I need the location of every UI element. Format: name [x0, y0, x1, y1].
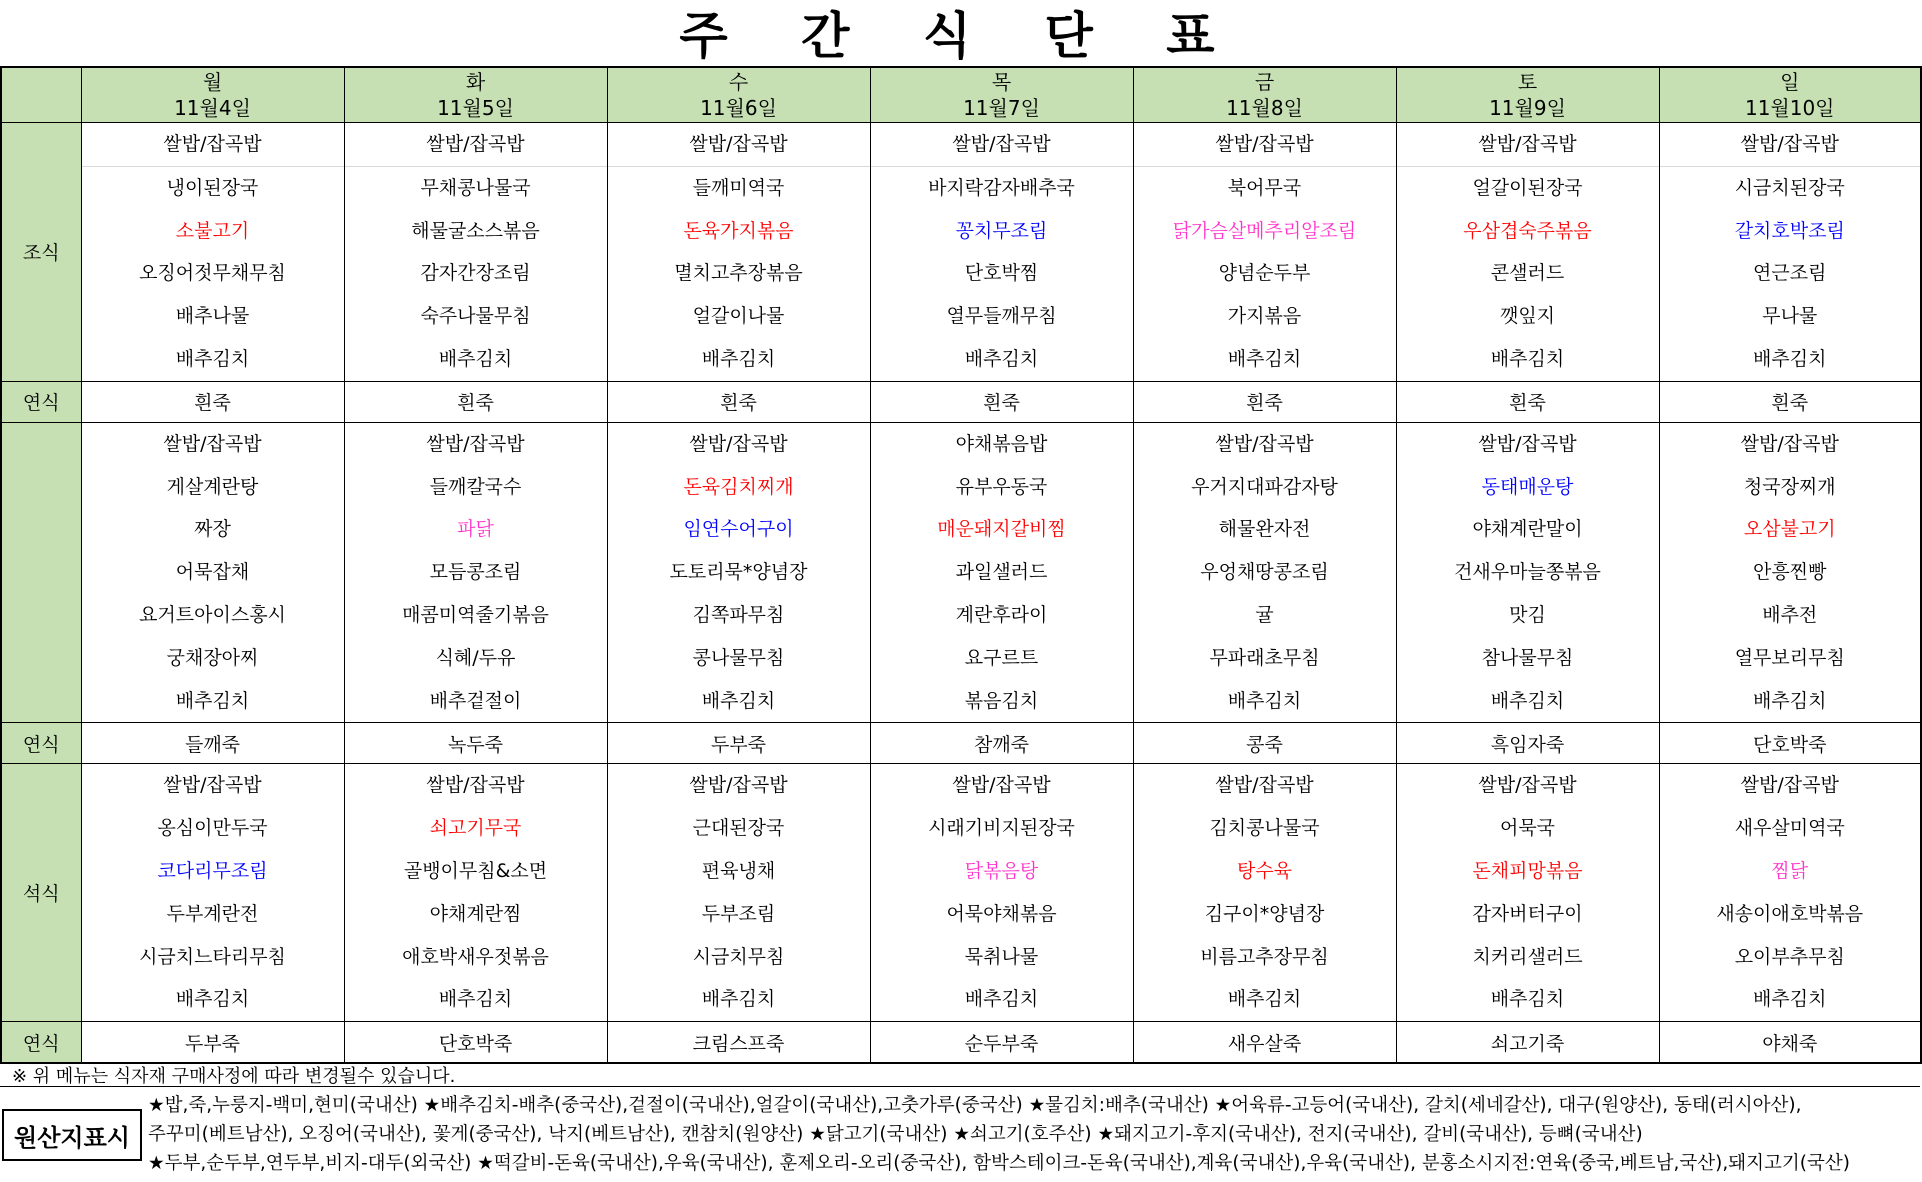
menu-item: 돈육가지볶음 — [683, 219, 794, 242]
day-date: 11월6일 — [700, 96, 777, 120]
menu-cell — [344, 1022, 607, 1064]
menu-item: 두부죽 — [184, 1032, 241, 1055]
menu-item: 요거트아이스홍시 — [139, 603, 286, 626]
menu-item: 돈채피망볶음 — [1472, 859, 1583, 882]
menu-item: 순두부죽 — [964, 1032, 1039, 1055]
menu-item: 게살계란탕 — [166, 475, 259, 498]
menu-item: 무채콩나물국 — [420, 176, 531, 199]
menu-item: 배추김치 — [1227, 347, 1302, 370]
menu-item: 멸치고추장볶음 — [674, 262, 803, 285]
menu-cell — [870, 723, 1133, 764]
menu-item: 오이부추무침 — [1734, 945, 1845, 968]
menu-item: 두부조림 — [701, 902, 776, 925]
menu-item: 우엉채땅콩조림 — [1200, 561, 1329, 584]
origin-label: 원산지표시 — [2, 1109, 142, 1161]
meal-label: 연식 — [1, 1022, 81, 1064]
menu-item: 시래기비지된장국 — [928, 817, 1075, 840]
menu-item: 배추김치 — [438, 988, 513, 1011]
menu-cell — [1396, 1022, 1659, 1064]
menu-cell — [870, 422, 1133, 723]
menu-item: 닭볶음탕 — [964, 859, 1039, 882]
menu-item: 쌀밥/잡곡밥 — [426, 774, 525, 797]
menu-item: 김치콩나물국 — [1209, 817, 1320, 840]
menu-item: 닭가슴살메추리알조림 — [1172, 219, 1357, 242]
menu-item: 얼갈이나물 — [692, 305, 785, 328]
menu-item: 쌀밥/잡곡밥 — [1740, 774, 1839, 797]
menu-item: 옹심이만두국 — [157, 817, 268, 840]
menu-cell — [1396, 381, 1659, 422]
menu-item: 해물굴소스볶음 — [411, 219, 540, 242]
menu-cell — [870, 1022, 1133, 1064]
meal-label: 연식 — [1, 381, 81, 422]
menu-item: 배추김치 — [175, 689, 250, 712]
menu-item: 흑임자죽 — [1490, 733, 1565, 756]
menu-item: 근대된장국 — [692, 817, 785, 840]
menu-item: 골뱅이무침&소면 — [403, 859, 548, 882]
menu-item: 콩나물무침 — [692, 646, 785, 669]
menu-item: 시금치된장국 — [1734, 176, 1845, 199]
menu-item: 배추김치 — [964, 988, 1039, 1011]
menu-item: 탕수육 — [1236, 859, 1293, 882]
menu-item: 콩죽 — [1246, 733, 1283, 756]
menu-cell — [1659, 1022, 1921, 1064]
menu-item: 배추김치 — [1490, 689, 1565, 712]
menu-item: 시금치느타리무침 — [139, 945, 286, 968]
menu-cell — [1133, 422, 1396, 723]
menu-item: 콘샐러드 — [1490, 262, 1565, 285]
menu-item: 시금치무침 — [692, 945, 785, 968]
meal-label: 조식 — [1, 123, 81, 382]
menu-item: 얼갈이된장국 — [1472, 176, 1583, 199]
day-name: 일 — [1780, 70, 1800, 94]
day-name: 화 — [465, 70, 486, 94]
menu-item: 배추김치 — [438, 347, 513, 370]
menu-item: 들깨죽 — [184, 733, 241, 756]
menu-cell — [344, 422, 607, 723]
meal-row — [1, 123, 1921, 382]
menu-item: 묵취나물 — [964, 945, 1039, 968]
menu-item: 새우살죽 — [1227, 1032, 1302, 1055]
menu-item: 쇠고기죽 — [1490, 1032, 1565, 1055]
day-header — [344, 67, 607, 123]
menu-item: 식혜/두유 — [435, 646, 516, 669]
menu-item: 단호박죽 — [1753, 733, 1827, 756]
menu-cell — [1659, 764, 1921, 1022]
menu-item: 쌀밥/잡곡밥 — [608, 123, 870, 167]
menu-item: 가지볶음 — [1227, 305, 1302, 328]
menu-item: 배추김치 — [1227, 689, 1302, 712]
menu-item: 매운돼지갈비찜 — [937, 518, 1066, 541]
menu-item: 숙주나물무침 — [420, 305, 531, 328]
soft-diet-row — [1, 723, 1921, 764]
menu-item: 오징어젓무채무침 — [139, 262, 286, 285]
menu-cell — [607, 723, 870, 764]
menu-item: 어묵국 — [1499, 817, 1556, 840]
menu-item: 쌀밥/잡곡밥 — [952, 774, 1051, 797]
menu-item: 우삼겹숙주볶음 — [1463, 219, 1592, 242]
menu-cell — [1133, 1022, 1396, 1064]
menu-cell — [1133, 723, 1396, 764]
origin-text — [148, 1091, 1914, 1178]
menu-cell — [870, 123, 1133, 382]
menu-cell — [344, 764, 607, 1022]
menu-item: 맛김 — [1509, 603, 1546, 626]
menu-item: 김쪽파무침 — [692, 603, 785, 626]
menu-cell — [607, 123, 870, 382]
day-date: 11월10일 — [1744, 96, 1835, 120]
menu-cell — [344, 723, 607, 764]
menu-item: 쌀밥/잡곡밥 — [1660, 123, 1921, 167]
menu-item: 흰죽 — [720, 392, 757, 415]
menu-item: 배추김치 — [1753, 689, 1827, 712]
menu-item: 편육냉채 — [701, 859, 776, 882]
menu-item: 돈육김치찌개 — [683, 475, 794, 498]
menu-item: 쌀밥/잡곡밥 — [689, 432, 788, 455]
menu-item: 두부죽 — [710, 733, 767, 756]
menu-item: 모듬콩조림 — [429, 561, 522, 584]
day-name: 토 — [1517, 70, 1538, 94]
menu-cell — [1133, 381, 1396, 422]
menu-item: 참깨죽 — [973, 733, 1030, 756]
menu-item: 녹두죽 — [447, 733, 504, 756]
menu-item: 열무들깨무침 — [946, 305, 1057, 328]
menu-item: 귤 — [1255, 603, 1274, 626]
menu-item: 쌀밥/잡곡밥 — [1215, 432, 1314, 455]
menu-item: 연근조림 — [1753, 262, 1827, 285]
menu-item: 매콤미역줄기볶음 — [402, 603, 549, 626]
menu-item: 청국장찌개 — [1743, 475, 1836, 498]
menu-item: 흰죽 — [1246, 392, 1283, 415]
origin-line: 주꾸미(베트남산), 오징어(국내산), 꽃게(중국산), 낙지(베트남산), 캔참치(원양산) ★닭고기(국내산) ★쇠고기(호주산) ★돼지고기-후지(국내산), 전지(국내산), 갈비(국내산), 등뼈(국내산) — [148, 1124, 1643, 1145]
day-name: 월 — [202, 70, 223, 94]
menu-cell — [344, 123, 607, 382]
menu-item: 어묵잡채 — [175, 561, 250, 584]
menu-item: 안흥찐빵 — [1753, 561, 1827, 584]
menu-item: 흰죽 — [983, 392, 1020, 415]
day-date: 11월8일 — [1226, 96, 1303, 120]
menu-item: 들깨칼국수 — [429, 475, 522, 498]
menu-item: 북어무국 — [1227, 176, 1302, 199]
menu-cell — [1659, 381, 1921, 422]
menu-item: 유부우동국 — [955, 475, 1048, 498]
soft-diet-row — [1, 381, 1921, 422]
menu-item: 무나물 — [1762, 305, 1818, 328]
menu-item: 궁채장아찌 — [166, 646, 259, 669]
menu-item: 코다리무조림 — [157, 859, 268, 882]
menu-item: 배추나물 — [175, 305, 250, 328]
menu-item: 단호박죽 — [438, 1032, 513, 1055]
day-date: 11월7일 — [963, 96, 1040, 120]
menu-item: 찜닭 — [1771, 859, 1809, 882]
day-name: 목 — [991, 70, 1012, 94]
menu-item: 배추김치 — [1753, 988, 1827, 1011]
menu-item: 바지락감자배추국 — [928, 176, 1075, 199]
menu-item: 쌀밥/잡곡밥 — [1740, 432, 1839, 455]
menu-item: 동태매운탕 — [1481, 475, 1574, 498]
menu-cell — [607, 422, 870, 723]
menu-item: 배추김치 — [964, 347, 1039, 370]
day-date: 11월9일 — [1489, 96, 1566, 120]
menu-cell — [81, 381, 344, 422]
menu-item: 배추전 — [1762, 603, 1818, 626]
menu-change-note: ※ 위 메뉴는 식자재 구매사정에 따라 변경될수 있습니다. — [12, 1066, 456, 1087]
menu-cell — [81, 422, 344, 723]
meal-row — [1, 764, 1921, 1022]
menu-item: 쌀밥/잡곡밥 — [163, 432, 262, 455]
menu-item: 배추김치 — [1227, 988, 1302, 1011]
menu-cell — [870, 381, 1133, 422]
menu-item: 흰죽 — [1509, 392, 1546, 415]
menu-item: 배추김치 — [175, 347, 250, 370]
menu-item: 두부계란전 — [166, 902, 259, 925]
menu-cell — [81, 1022, 344, 1064]
menu-item: 볶음김치 — [964, 689, 1039, 712]
menu-item: 야채계란말이 — [1472, 518, 1583, 541]
menu-item: 흰죽 — [457, 392, 494, 415]
menu-item: 요구르트 — [964, 646, 1039, 669]
menu-item: 꽁치무조림 — [955, 219, 1048, 242]
menu-item: 야채죽 — [1762, 1032, 1818, 1055]
menu-item: 들깨미역국 — [692, 176, 785, 199]
menu-item: 배추김치 — [1753, 347, 1827, 370]
day-header — [81, 67, 344, 123]
page-title: 주 간 식 단 표 — [679, 7, 1243, 65]
menu-item: 어묵야채볶음 — [946, 902, 1057, 925]
menu-cell — [1396, 422, 1659, 723]
menu-item: 단호박찜 — [964, 262, 1039, 285]
menu-item: 배추김치 — [701, 988, 776, 1011]
menu-cell — [870, 764, 1133, 1022]
menu-item: 배추겉절이 — [429, 689, 522, 712]
meal-label: 연식 — [1, 723, 81, 764]
menu-item: 갈치호박조림 — [1734, 219, 1845, 242]
menu-item: 도토리묵*양념장 — [669, 561, 808, 584]
menu-item: 소불고기 — [175, 219, 250, 242]
menu-cell — [1133, 123, 1396, 382]
menu-item: 흰죽 — [1771, 392, 1809, 415]
menu-cell — [81, 764, 344, 1022]
menu-item: 건새우마늘쫑볶음 — [1454, 561, 1601, 584]
menu-item: 쇠고기무국 — [429, 817, 522, 840]
day-header — [607, 67, 870, 123]
day-header — [870, 67, 1133, 123]
menu-cell — [607, 1022, 870, 1064]
menu-cell — [1396, 764, 1659, 1022]
menu-item: 치커리샐러드 — [1472, 945, 1583, 968]
menu-item: 열무보리무침 — [1734, 646, 1845, 669]
day-date: 11월5일 — [437, 96, 514, 120]
menu-item: 쌀밥/잡곡밥 — [871, 123, 1133, 167]
menu-item: 배추김치 — [1490, 347, 1565, 370]
menu-cell — [1659, 422, 1921, 723]
menu-item: 크림스프죽 — [692, 1032, 785, 1055]
day-header — [1659, 67, 1921, 123]
menu-cell — [81, 123, 344, 382]
menu-item: 짜장 — [194, 518, 231, 541]
menu-item: 임연수어구이 — [683, 518, 794, 541]
origin-line: ★두부,순두부,연두부,비지-대두(외국산) ★떡갈비-돈육(국내산),우육(국내산), 훈제오리-오리(중국산), 함박스테이크-돈육(국내산),계육(국내산),우육(국내산), 분홍소시지전:연육(중국,베트남,국산),돼지고기(국산) — [148, 1153, 1850, 1174]
weekly-menu-table — [0, 66, 1922, 1064]
header-corner — [1, 67, 81, 123]
menu-item: 양념순두부 — [1218, 262, 1311, 285]
menu-item: 야채계란찜 — [429, 902, 522, 925]
menu-cell — [607, 764, 870, 1022]
day-header — [1396, 67, 1659, 123]
menu-cell — [1396, 123, 1659, 382]
menu-item: 쌀밥/잡곡밥 — [426, 432, 525, 455]
soft-diet-row — [1, 1022, 1921, 1064]
day-date: 11월4일 — [174, 96, 251, 120]
menu-item: 쌀밥/잡곡밥 — [1478, 774, 1577, 797]
menu-item: 우거지대파감자탕 — [1191, 475, 1338, 498]
menu-cell — [1133, 764, 1396, 1022]
menu-item: 배추김치 — [701, 689, 776, 712]
menu-cell — [1396, 723, 1659, 764]
menu-item: 새우살미역국 — [1734, 817, 1845, 840]
menu-item: 쌀밥/잡곡밥 — [345, 123, 607, 167]
day-header-row — [1, 67, 1921, 123]
day-name: 수 — [728, 70, 749, 94]
menu-item: 쌀밥/잡곡밥 — [1397, 123, 1659, 167]
menu-item: 과일샐러드 — [955, 561, 1048, 584]
menu-cell — [1659, 123, 1921, 382]
menu-item: 쌀밥/잡곡밥 — [1478, 432, 1577, 455]
menu-item: 애호박새우젓볶음 — [402, 945, 549, 968]
menu-item: 비름고추장무침 — [1200, 945, 1329, 968]
menu-item: 감자버터구이 — [1472, 902, 1583, 925]
menu-item: 배추김치 — [175, 988, 250, 1011]
menu-item: 야채볶음밥 — [955, 432, 1048, 455]
menu-item: 새송이애호박볶음 — [1716, 902, 1864, 925]
menu-item: 계란후라이 — [955, 603, 1048, 626]
menu-item: 김구이*양념장 — [1204, 902, 1325, 925]
menu-item: 오삼불고기 — [1743, 518, 1836, 541]
meal-label: 석식 — [1, 764, 81, 1022]
menu-item: 해물완자전 — [1218, 518, 1311, 541]
menu-item: 냉이된장국 — [166, 176, 259, 199]
meal-row — [1, 422, 1921, 723]
menu-item: 참나물무침 — [1481, 646, 1574, 669]
menu-cell — [1659, 723, 1921, 764]
menu-cell — [607, 381, 870, 422]
menu-item: 배추김치 — [1490, 988, 1565, 1011]
menu-cell — [81, 723, 344, 764]
menu-item: 쌀밥/잡곡밥 — [163, 774, 262, 797]
origin-section — [0, 1086, 1920, 1181]
menu-item: 쌀밥/잡곡밥 — [82, 123, 344, 167]
menu-item: 파닭 — [457, 518, 494, 541]
menu-item: 깻잎지 — [1499, 305, 1556, 328]
origin-line: ★밥,죽,누룽지-백미,현미(국내산) ★배추김치-배추(중국산),겉절이(국내산),얼갈이(국내산),고춧가루(중국산) ★물김치:배추(국내산) ★어육류-고등어(국내산), 갈치(세네갈산), 대구(원양산), 동태(러시아산), — [148, 1095, 1802, 1116]
menu-cell — [344, 381, 607, 422]
day-name: 금 — [1254, 70, 1275, 94]
meal-label — [1, 422, 81, 723]
menu-item: 쌀밥/잡곡밥 — [689, 774, 788, 797]
menu-item: 흰죽 — [194, 392, 231, 415]
menu-item: 배추김치 — [701, 347, 776, 370]
menu-item: 무파래초무침 — [1209, 646, 1320, 669]
menu-item: 감자간장조림 — [420, 262, 531, 285]
menu-item: 쌀밥/잡곡밥 — [1215, 774, 1314, 797]
menu-item: 쌀밥/잡곡밥 — [1134, 123, 1396, 167]
day-header — [1133, 67, 1396, 123]
